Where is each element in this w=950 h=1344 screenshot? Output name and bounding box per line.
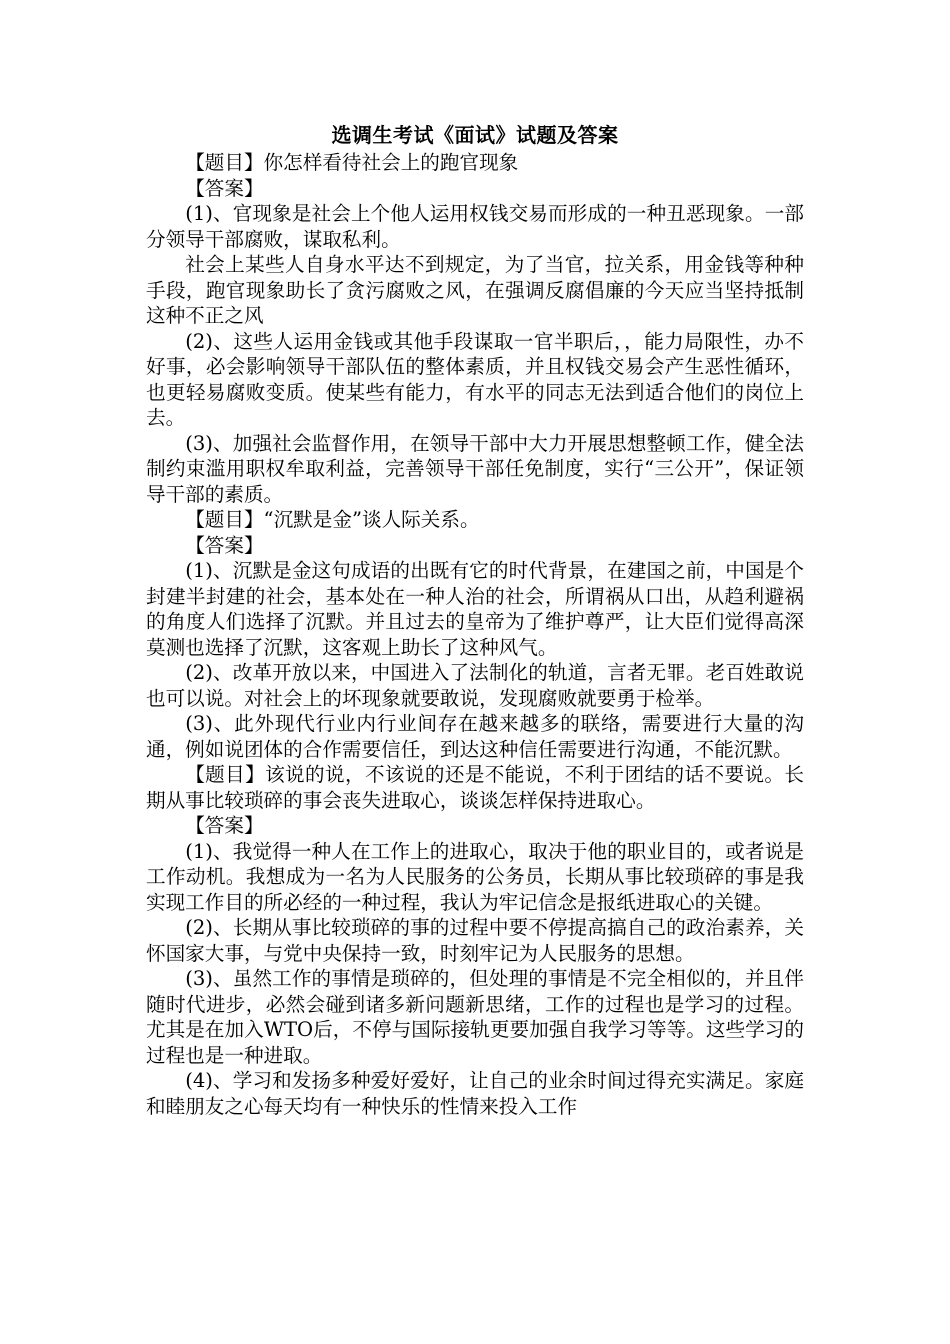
answer-1-heading: 【答案】: [185, 176, 264, 200]
answer-3-point-4: (4)、学习和发扬多种爱好爱好，让自己的业余时间过得充实满足。家庭和睦朋友之心每天均有一种快乐的性情来投入工作: [146, 1069, 804, 1118]
answer-2-point-3: (3)、此外现代行业内行业间存在越来越多的联络，需要进行大量的沟通，例如说团体的合作需要信任，到达这种信任需要进行沟通，不能沉默。: [146, 712, 804, 761]
answer-3-point-2: (2)、长期从事比较琐碎的事的过程中要不停提高搞自己的政治素养，关怀国家大事，与党中央保持一致，时刻牢记为人民服务的思想。: [146, 916, 804, 965]
answer-3-heading: 【答案】: [185, 814, 264, 837]
answer-2-point-1: (1)、沉默是金这句成语的出既有它的时代背景，在建国之前，中国是个封建半封建的社会，基本处在一种人治的社会，所谓祸从口出，从趋利避祸的角度人们选择了沉默。并且过去的皇帝为了维护尊严，让大臣们觉得高深莫测也选择了沉默，这客观上助长了这种风气。: [146, 559, 804, 659]
question-1-prompt: 【题目】你怎样看待社会上的跑官现象: [185, 151, 519, 174]
answer-3-point-1: (1)、我觉得一种人在工作上的进取心，取决于他的职业目的，或者说是工作动机。我想成为一名为人民服务的公务员，长期从事比较琐碎的事是我实现工作目的所必经的一种过程，我认为牢记信念是报纸进取心的关键。: [146, 839, 804, 914]
answer-2-heading: 【答案】: [185, 533, 264, 557]
document-title: 选调生考试《面试》试题及答案: [331, 123, 619, 147]
answer-1-point-2: (2)、这些人运用金钱或其他手段谋取一官半职后，，能力局限性，办不好事，必会影响领导干部队伍的整体素质，并且权钱交易会产生恶性循环，也更轻易腐败变质。使某些有能力，有水平的同志无法到适合他们的岗位上去。: [146, 329, 804, 429]
question-2-prompt: 【题目】“沉默是金”谈人际关系。: [185, 508, 480, 531]
answer-1-point-3: (3)、加强社会监督作用，在领导干部中大力开展思想整顿工作，健全法制约束滥用职权牟取利益，完善领导干部任免制度，实行“三公开”，保证领导干部的素质。: [146, 431, 804, 506]
answer-1-point-1-continued: 社会上某些人自身水平达不到规定，为了当官，拉关系，用金钱等种种手段，跑官现象助长了贪污腐败之风，在强调反腐倡廉的今天应当坚持抵制这种不正之风: [146, 253, 804, 327]
answer-3-point-3: (3)、虽然工作的事情是琐碎的，但处理的事情是不完全相似的，并且伴随时代进步，必然会碰到诸多新问题新思绪，工作的过程也是学习的过程。尤其是在加入WTO后，不停与国际接轨更要加强自我学习等等。这些学习的过程也是一种进取。: [146, 967, 804, 1067]
answer-2-point-2: (2)、改革开放以来，中国进入了法制化的轨道，言者无罪。老百姓敢说也可以说。对社会上的坏现象就要敢说，发现腐败就要勇于检举。: [146, 661, 804, 710]
answer-1-point-1: (1)、官现象是社会上个他人运用权钱交易而形成的一种丑恶现象。一部分领导干部腐败，谋取私利。: [146, 202, 804, 251]
question-3-prompt: 【题目】该说的说，不该说的还是不能说，不利于团结的话不要说。长期从事比较琐碎的事会丧失进取心，谈谈怎样保持进取心。: [146, 763, 804, 812]
